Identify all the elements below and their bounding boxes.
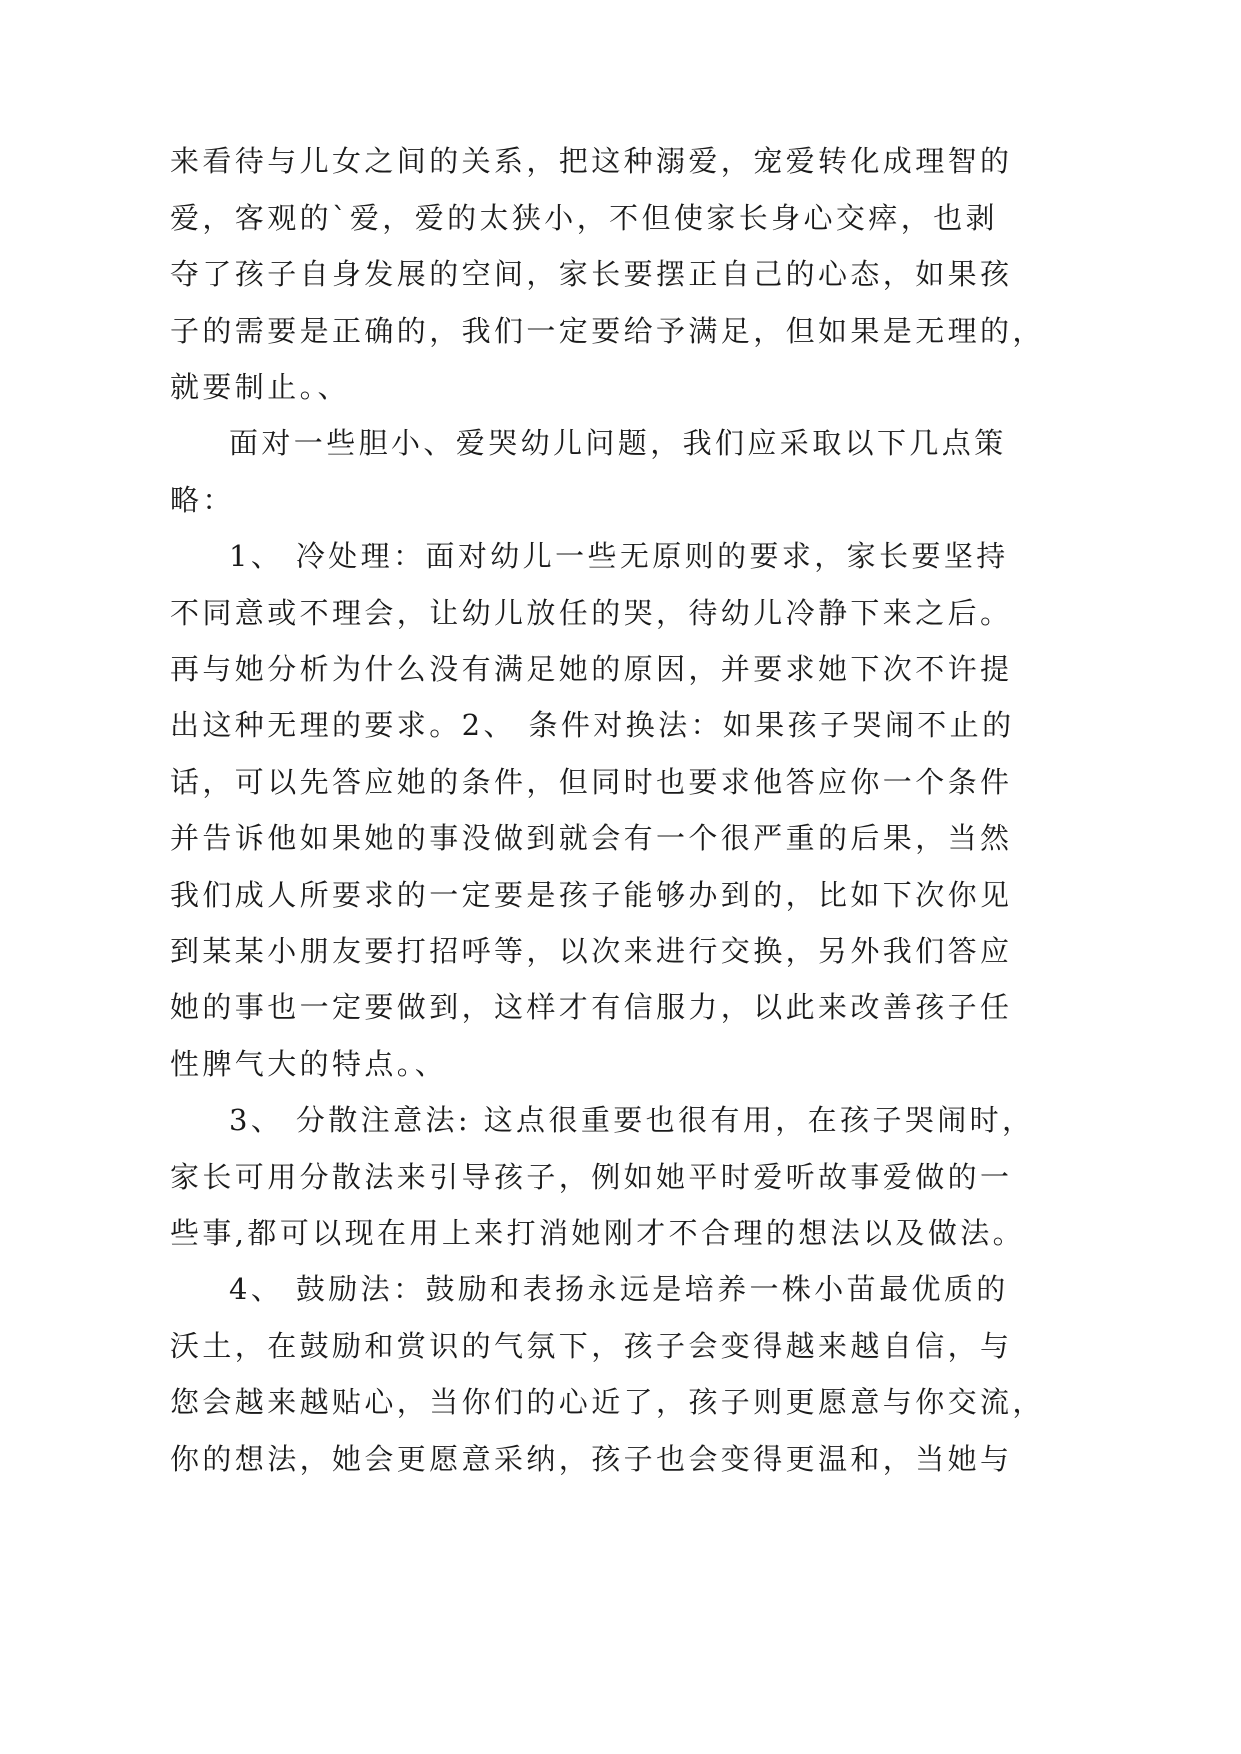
text-line: 我们成人所要求的一定要是孩子能够办到的，比如下次你见	[170, 878, 1013, 912]
text-line: 爱，客观的`爱，爱的太狭小，不但使家长身心交瘁，也剥	[170, 201, 998, 235]
text-line: 不同意或不理会，让幼儿放任的哭，待幼儿冷静下来之后。	[170, 596, 1013, 630]
text-line: 您会越来越贴心，当你们的心近了，孩子则更愿意与你交流，	[170, 1385, 1045, 1419]
list-item-1-start: 1、 冷处理：面对幼儿一些无原则的要求，家长要坚持	[229, 539, 1009, 573]
text-line: 沃土，在鼓励和赏识的气氛下，孩子会变得越来越自信，与	[170, 1329, 1013, 1363]
text-line: 到某某小朋友要打招呼等，以次来进行交换，另外我们答应	[170, 934, 1013, 968]
list-item-4-start: 4、 鼓励法：鼓励和表扬永远是培养一株小苗最优质的	[229, 1272, 1009, 1306]
list-item-3-start: 3、 分散注意法: 这点很重要也很有用，在孩子哭闹时，	[229, 1103, 1035, 1137]
text-line: 夺了孩子自身发展的空间，家长要摆正自己的心态，如果孩	[170, 257, 1013, 291]
paragraph-first-line: 面对一些胆小、爱哭幼儿问题，我们应采取以下几点策	[229, 426, 1007, 460]
text-line: 性脾气大的特点。、	[170, 1047, 448, 1081]
text-line: 你的想法，她会更愿意采纳，孩子也会变得更温和，当她与	[170, 1442, 1013, 1476]
text-line: 她的事也一定要做到，这样才有信服力，以此来改善孩子任	[170, 990, 1013, 1024]
text-line: 出这种无理的要求。2、 条件对换法：如果孩子哭闹不止的	[170, 708, 1015, 742]
text-line: 子的需要是正确的，我们一定要给予满足，但如果是无理的，	[170, 314, 1045, 348]
text-line: 家长可用分散法来引导孩子，例如她平时爱听故事爱做的一	[170, 1160, 1013, 1194]
text-line: 再与她分析为什么没有满足她的原因，并要求她下次不许提	[170, 652, 1013, 686]
text-line: 就要制止。、	[170, 370, 350, 404]
text-line: 话，可以先答应她的条件，但同时也要求他答应你一个条件	[170, 765, 1013, 799]
text-line: 并告诉他如果她的事没做到就会有一个很严重的后果，当然	[170, 821, 1013, 855]
text-line: 些事,都可以现在用上来打消她刚才不合理的想法以及做法。	[170, 1216, 1026, 1250]
text-line: 略：	[170, 483, 235, 517]
text-line: 来看待与儿女之间的关系，把这种溺爱，宠爱转化成理智的	[170, 144, 1013, 178]
